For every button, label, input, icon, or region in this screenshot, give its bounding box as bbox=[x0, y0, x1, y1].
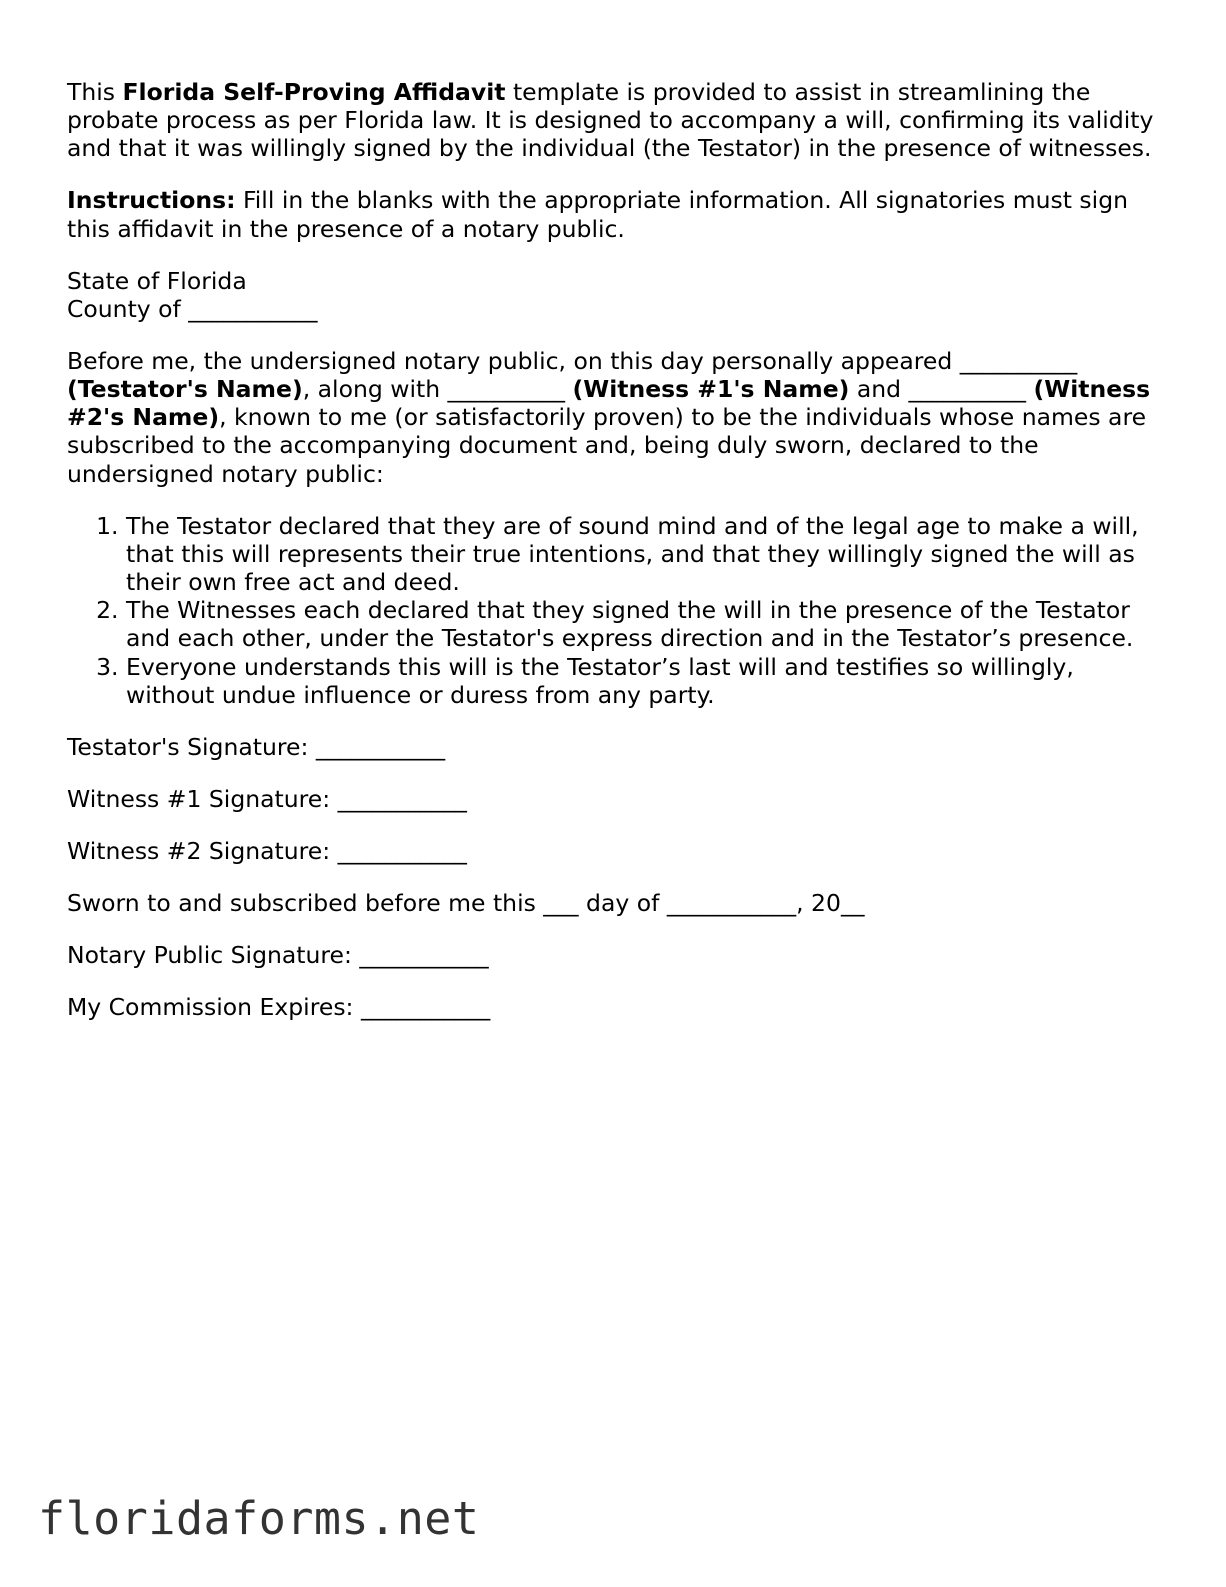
testator-signature-line: Testator's Signature: ___________ bbox=[67, 732, 446, 761]
instructions-paragraph bbox=[67, 186, 1159, 242]
venue-county: County of ___________ bbox=[67, 294, 318, 323]
form-name: Florida Self-Proving Affidavit bbox=[122, 78, 506, 106]
venue-block bbox=[67, 267, 1159, 323]
testator-name-label: (Testator's Name) bbox=[67, 375, 303, 404]
declarations-list bbox=[67, 512, 1159, 709]
appearance-part3: and __________ bbox=[849, 375, 1034, 404]
intro-suffix: template is provided to assist in streamlining the probate process as per Florida law. It is designed to accompany a will, confirming its validity and that it was willingly signed by the individual (the Testator) in the presence of witnesses. bbox=[67, 78, 1154, 163]
sworn-date-line: Sworn to and subscribed before me this ___ day of ___________, 20__ bbox=[67, 888, 865, 917]
appearance-part1: Before me, the undersigned notary public, on this day personally appeared __________ bbox=[67, 346, 1078, 375]
appearance-paragraph bbox=[67, 347, 1159, 488]
witness2-name-label: (Witness #2's Name) bbox=[67, 375, 1151, 432]
site-watermark: floridaforms.net bbox=[38, 1492, 480, 1545]
affidavit-document bbox=[67, 78, 1159, 1045]
appearance-part2: , along with __________ bbox=[302, 375, 573, 404]
notary-signature-line: Notary Public Signature: ___________ bbox=[67, 940, 489, 969]
witness1-name-label: (Witness #1's Name) bbox=[572, 375, 850, 404]
instructions-text: Fill in the blanks with the appropriate information. All signatories must sign this affidavit in the presence of a notary public. bbox=[67, 186, 1129, 243]
witness1-signature-line: Witness #1 Signature: ___________ bbox=[67, 784, 467, 813]
witness2-signature-line: Witness #2 Signature: ___________ bbox=[67, 836, 467, 865]
intro-paragraph bbox=[67, 78, 1159, 163]
declaration-item: 2. The Witnesses each declared that they signed the will in the presence of the Testator and each other, under the Testator's express direction and in the Testator’s presence. bbox=[126, 596, 1159, 652]
declaration-item: 3. Everyone understands this will is the Testator’s last will and testifies so willingly, without undue influence or duress from any party. bbox=[126, 653, 1159, 709]
appearance-part4: , known to me (or satisfactorily proven) to be the individuals whose names are subscribed to the accompanying document and, being duly sworn, declared to the undersigned notary public: bbox=[67, 403, 1147, 488]
intro-prefix: This bbox=[67, 78, 123, 106]
instructions-label: Instructions: bbox=[67, 186, 236, 215]
declaration-item: 1. The Testator declared that they are of sound mind and of the legal age to make a will, that this will represents their true intentions, and that they willingly signed the will as their own free act and deed. bbox=[126, 512, 1159, 597]
venue-state: State of Florida bbox=[67, 266, 247, 295]
commission-expiry-line: My Commission Expires: ___________ bbox=[67, 992, 491, 1021]
